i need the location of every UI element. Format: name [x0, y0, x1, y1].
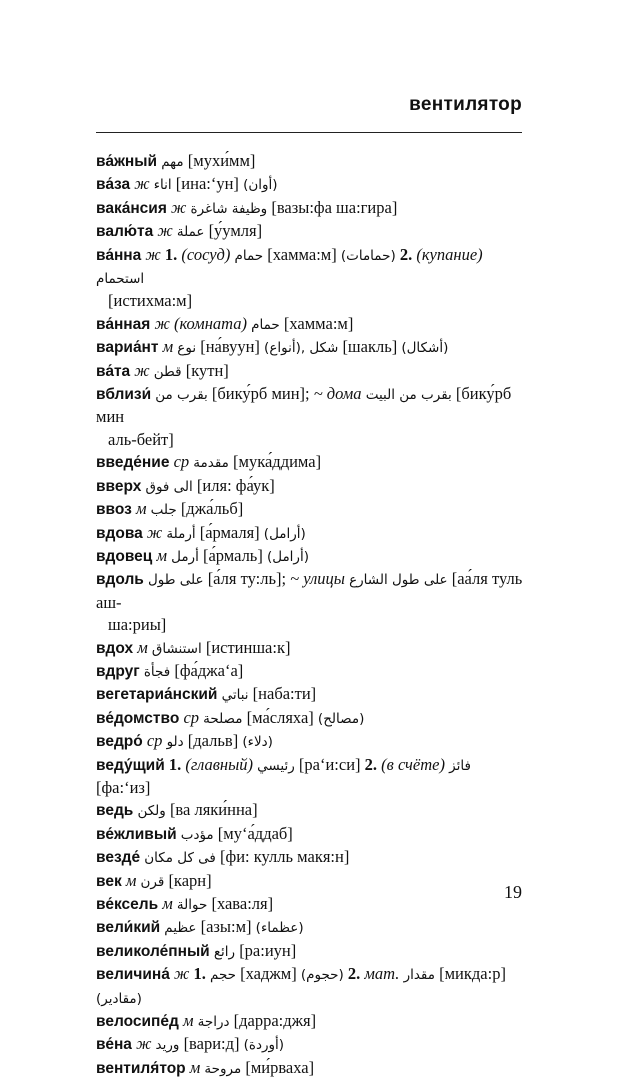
headword: вдох — [96, 639, 134, 657]
headword: валю́та — [96, 223, 154, 241]
transcription: аль-бейт] — [108, 429, 174, 449]
entry — [96, 475, 528, 498]
transcription: [истинша:к] — [205, 637, 291, 657]
headword: вдовец — [96, 547, 153, 565]
running-header: вентилятор — [409, 94, 522, 115]
arabic-translation: مروحة — [204, 1060, 242, 1077]
headword: ве́домство — [96, 709, 180, 727]
headword: велосипе́д — [96, 1013, 179, 1031]
arabic-translation: جلب — [150, 502, 177, 519]
entry — [96, 451, 528, 474]
arabic-plural: (أنواع), — [264, 340, 306, 357]
transcription: [а́ля ту:ль]; — [207, 569, 287, 589]
headword: век — [96, 872, 122, 890]
headword: ве́на — [96, 1036, 132, 1054]
arabic-translation: دراجة — [197, 1014, 230, 1031]
headword: ввоз — [96, 501, 132, 519]
headword: вдруг — [96, 662, 140, 680]
transcription: [джа́льб] — [180, 499, 244, 519]
transcription: [ра‘и:си] — [298, 754, 361, 774]
entry — [96, 940, 528, 963]
headword: ва́та — [96, 362, 131, 380]
entry — [96, 963, 528, 1010]
entry — [96, 173, 528, 196]
arabic-plural: (أرامل) — [266, 548, 309, 565]
grammar-label: ж — [154, 313, 170, 333]
transcription: [вазы:фа ша:гира] — [271, 197, 398, 217]
arabic-translation: وظيفة شاغرة — [190, 200, 268, 217]
arabic-plural: (أوردة) — [243, 1037, 285, 1054]
transcription: [а́рмаля] — [199, 522, 260, 542]
grammar-label: ж — [145, 244, 161, 264]
arabic-translation: حمام — [251, 316, 280, 333]
arabic-translation: أرملة — [166, 525, 196, 542]
sense-number: 1. — [164, 244, 178, 264]
headword: введе́ние — [96, 454, 170, 472]
headword: вдоль — [96, 571, 144, 589]
entry — [96, 313, 528, 336]
arabic-translation: رائع — [213, 943, 236, 960]
entry — [96, 498, 528, 521]
sense-comment: (купание) — [416, 244, 483, 264]
arabic-plural: (أرامل) — [263, 525, 306, 542]
arabic-translation: مقدار — [403, 967, 435, 984]
arabic-translation: مقدمة — [193, 455, 229, 472]
grammar-label: ж — [134, 360, 150, 380]
arabic-translation: حجم — [209, 967, 236, 984]
grammar-label: ср — [173, 452, 190, 472]
headword: вака́нсия — [96, 199, 167, 217]
grammar-label: м — [162, 894, 173, 913]
headword: ва́жный — [96, 153, 158, 170]
transcription: [мука́ддима] — [233, 452, 322, 472]
entry — [96, 799, 528, 822]
transcription: [фи: кулль макя:н] — [220, 847, 350, 867]
entry — [96, 1010, 528, 1033]
arabic-translation: ولكن — [137, 803, 166, 820]
transcription: [му‘а́ддаб] — [217, 823, 293, 843]
headword: везде́ — [96, 849, 141, 867]
headword: вели́кий — [96, 919, 161, 937]
arabic-translation: اناء — [153, 177, 172, 194]
transcription: [ма́сляха] — [246, 707, 314, 727]
sense-number: 1. — [168, 754, 182, 774]
arabic-translation: على طول الشارع — [349, 572, 448, 589]
transcription: [фа:‘из] — [96, 777, 151, 797]
entry — [96, 150, 528, 173]
arabic-translation: استحمام — [96, 271, 145, 288]
transcription: [иля: фа́ук] — [196, 475, 275, 495]
transcription: [хаджм] — [240, 964, 297, 984]
sense-number: 2. — [364, 754, 378, 774]
entry — [96, 545, 528, 568]
headword: вверх — [96, 477, 142, 495]
arabic-translation: نوع — [177, 340, 197, 357]
arabic-plural: (حمامات) — [340, 247, 396, 264]
grammar-label: м — [156, 545, 167, 565]
transcription: [у́умля] — [208, 221, 263, 241]
headword: вариа́нт — [96, 339, 159, 357]
entry — [96, 916, 528, 939]
sense-number: 1. — [193, 964, 206, 984]
arabic-translation: قرن — [140, 873, 165, 890]
arabic-translation: الى فوق — [145, 478, 193, 495]
transcription: [азы:м] — [200, 917, 252, 937]
arabic-translation: دلو — [166, 734, 184, 751]
headword: ве́жливый — [96, 825, 177, 843]
entry — [96, 197, 528, 220]
arabic-translation: حوالة — [176, 897, 208, 913]
transcription: [дарра:джя] — [233, 1011, 317, 1031]
sense-comment: (сосуд) — [181, 244, 231, 264]
sense-number: 2. — [347, 964, 361, 984]
arabic-plural: (أشكال) — [401, 340, 449, 357]
entry — [96, 683, 528, 706]
transcription: [ва ляки́нна] — [169, 800, 258, 820]
sense-comment: ~ дома — [313, 384, 362, 404]
grammar-label: м — [137, 637, 148, 657]
arabic-translation: عملة — [176, 224, 205, 241]
arabic-translation: بقرب من البيت — [365, 387, 452, 404]
grammar-label: ж — [136, 1034, 152, 1054]
entry — [96, 1033, 528, 1056]
transcription: [шакль] — [342, 337, 398, 357]
arabic-translation: رئيسي — [257, 757, 295, 774]
sense-number: 2. — [399, 244, 413, 264]
entry — [96, 383, 528, 451]
arabic-translation: وريد — [155, 1037, 180, 1054]
headword: ведро́ — [96, 733, 143, 751]
sense-comment: мат. — [364, 964, 400, 984]
transcription: [ина:‘ун] — [175, 174, 239, 194]
arabic-translation: استنشاق — [151, 640, 202, 657]
entry — [96, 660, 528, 683]
entry — [96, 870, 528, 893]
sense-comment: (в счёте) — [381, 754, 445, 774]
transcription: [хава:ля] — [211, 894, 274, 913]
entry — [96, 568, 528, 636]
entry — [96, 846, 528, 869]
transcription: [карн] — [168, 870, 212, 890]
grammar-label: ср — [183, 707, 200, 727]
header-rule — [96, 132, 522, 133]
sense-comment: (комната) — [173, 313, 247, 333]
grammar-label: ж — [171, 197, 187, 217]
arabic-translation: بقرب من — [155, 387, 208, 404]
transcription: [кутн] — [185, 360, 229, 380]
transcription: [бику́рб мин — [96, 384, 512, 427]
entry — [96, 893, 528, 916]
transcription: [бику́рб мин]; — [211, 384, 310, 404]
dictionary-entries — [96, 150, 528, 1080]
arabic-translation: مصلحة — [203, 710, 243, 727]
grammar-label: м — [182, 1011, 194, 1031]
headword: веду́щий — [96, 756, 165, 774]
entry — [96, 244, 528, 313]
arabic-translation: قطن — [153, 363, 182, 380]
transcription: [микда:р] — [439, 964, 506, 984]
arabic-plural: (مصالح) — [317, 710, 365, 727]
arabic-translation: فائز — [449, 757, 471, 774]
headword: вентиля́тор — [96, 1059, 186, 1077]
arabic-translation: نباتي — [221, 687, 249, 704]
entry — [96, 360, 528, 383]
entry — [96, 823, 528, 846]
transcription: ша:риы] — [108, 615, 167, 635]
arabic-translation: عظيم — [164, 920, 197, 937]
entry — [96, 754, 528, 800]
grammar-label: м — [162, 337, 174, 357]
headword: вегетариа́нский — [96, 686, 218, 704]
headword: вблизи́ — [96, 386, 152, 404]
transcription: [хамма:м] — [267, 244, 337, 264]
arabic-plural: (دلاء) — [242, 734, 273, 751]
grammar-label: м — [189, 1057, 201, 1077]
headword: величина́ — [96, 966, 170, 984]
grammar-label: ж — [134, 174, 150, 194]
arabic-translation: فجأة — [143, 663, 171, 680]
headword: ведь — [96, 802, 134, 820]
sense-comment: (главный) — [185, 754, 253, 774]
grammar-label: ж — [173, 964, 190, 984]
transcription: [вари:д] — [183, 1034, 240, 1054]
entry — [96, 336, 528, 359]
arabic-plural: (مقادير) — [96, 990, 142, 1007]
arabic-plural: (أوان) — [243, 177, 278, 194]
entry — [96, 220, 528, 243]
transcription: [аа́ля туль аш- — [96, 569, 523, 612]
transcription: [дальв] — [187, 731, 239, 751]
transcription: [фа́джа‘а] — [174, 660, 244, 680]
arabic-translation: حمام — [234, 247, 264, 264]
arabic-plural: (عظماء) — [255, 920, 304, 937]
grammar-label: ж — [157, 221, 173, 241]
arabic-translation: فى كل مكان — [144, 850, 216, 867]
entry — [96, 730, 528, 753]
transcription: [ра:иун] — [239, 940, 297, 960]
transcription: [а́рмаль] — [202, 545, 263, 565]
arabic-translation: على طول — [147, 572, 204, 589]
grammar-label: м — [135, 499, 147, 519]
grammar-label: м — [125, 870, 137, 890]
arabic-plural: (حجوم) — [300, 967, 344, 984]
entry — [96, 707, 528, 730]
entry — [96, 637, 528, 660]
transcription: [истихма:м] — [108, 291, 193, 311]
entry — [96, 1057, 528, 1080]
grammar-label: ж — [146, 522, 163, 542]
sense-comment: ~ улицы — [290, 569, 345, 589]
transcription: [на́вуун] — [200, 337, 260, 357]
headword: ва́нная — [96, 315, 151, 333]
arabic-translation: مهم — [161, 154, 184, 170]
transcription: [хамма:м] — [283, 313, 354, 333]
page-number: 19 — [504, 882, 522, 902]
headword: вдова — [96, 524, 143, 542]
transcription: [мухи́мм] — [187, 151, 256, 170]
transcription: [наба:ти] — [252, 684, 317, 704]
arabic-translation: شكل — [309, 340, 339, 357]
headword: ве́ксель — [96, 896, 159, 913]
headword: ва́нна — [96, 246, 142, 264]
transcription: [ми́рваха] — [245, 1057, 315, 1077]
headword: великоле́пный — [96, 942, 210, 960]
arabic-translation: أرمل — [171, 548, 199, 565]
headword: ва́за — [96, 176, 131, 194]
entry — [96, 522, 528, 545]
grammar-label: ср — [146, 731, 163, 751]
arabic-translation: مؤدب — [180, 826, 214, 843]
